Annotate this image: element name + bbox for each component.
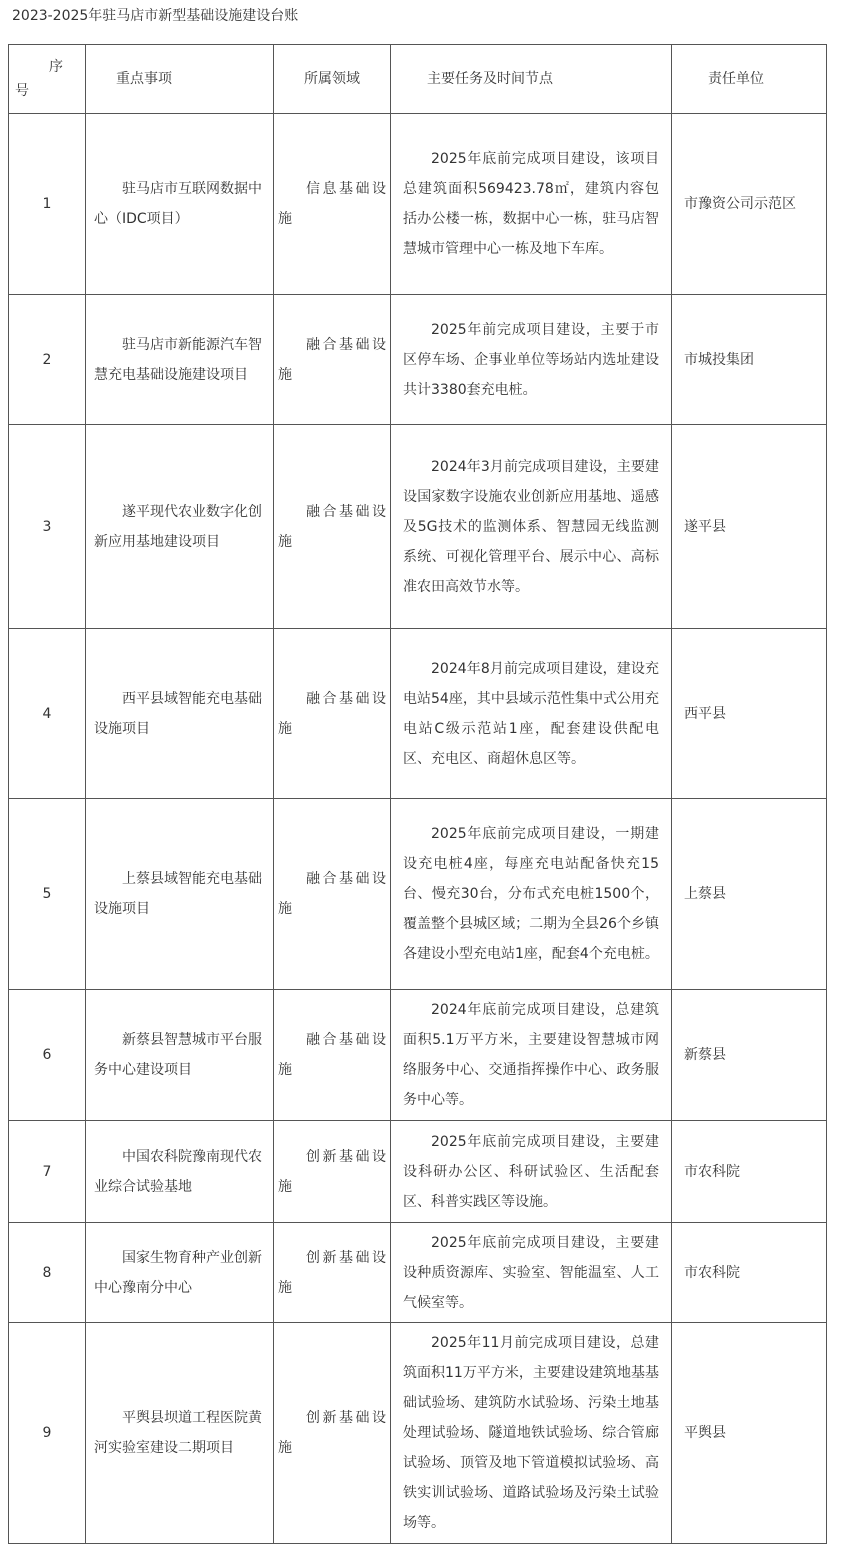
row-responsible-unit: 上蔡县 [672,799,827,990]
table-row [9,799,827,990]
header-responsible-unit: 责任单位 [672,45,827,114]
row-main-tasks: 2024年3月前完成项目建设，主要建设国家数字设施农业创新应用基地、遥感及5G技术的监测体系、智慧园无线监测系统、可视化管理平台、展示中心、高标准农田高效节水等。 [391,425,672,629]
row-main-tasks: 2024年底前完成项目建设，总建筑面积5.1万平方米，主要建设智慧城市网络服务中心、交通指挥操作中心、政务服务中心等。 [391,990,672,1121]
row-key-item: 遂平现代农业数字化创新应用基地建设项目 [86,425,274,629]
row-domain: 融合基础设施 [274,799,391,990]
row-key-item: 西平县域智能充电基础设施项目 [86,629,274,799]
row-domain: 融合基础设施 [274,990,391,1121]
row-number: 1 [9,114,86,295]
header-domain: 所属领域 [274,45,391,114]
row-number: 5 [9,799,86,990]
header-row [9,45,827,114]
row-main-tasks: 2024年8月前完成项目建设，建设充电站54座，其中县域示范性集中式公用充电站C级示范站1座，配套建设供配电区、充电区、商超休息区等。 [391,629,672,799]
row-main-tasks: 2025年前完成项目建设，主要于市区停车场、企事业单位等场站内选址建设共计3380套充电桩。 [391,295,672,425]
row-number: 2 [9,295,86,425]
row-key-item: 驻马店市新能源汽车智慧充电基础设施建设项目 [86,295,274,425]
row-main-tasks: 2025年11月前完成项目建设，总建筑面积11万平方米，主要建设建筑地基基础试验场、建筑防水试验场、污染土地基处理试验场、隧道地铁试验场、综合管廊试验场、顶管及地下管道模拟试验场、高铁实训试验场、道路试验场及污染土试验场等。 [391,1323,672,1544]
table-row [9,114,827,295]
table-row [9,425,827,629]
row-responsible-unit: 市农科院 [672,1121,827,1223]
row-responsible-unit: 市豫资公司示范区 [672,114,827,295]
row-key-item: 中国农科院豫南现代农业综合试验基地 [86,1121,274,1223]
row-main-tasks: 2025年底前完成项目建设，一期建设充电桩4座，每座充电站配备快充15台、慢充30台，分布式充电桩1500个，覆盖整个县城区域；二期为全县26个乡镇各建设小型充电站1座，配套4个充电桩。 [391,799,672,990]
table-row [9,990,827,1121]
row-number: 9 [9,1323,86,1544]
table-row [9,1121,827,1223]
document-title: 2023-2025年驻马店市新型基础设施建设台账 [12,8,299,24]
row-responsible-unit: 市农科院 [672,1223,827,1323]
row-key-item: 国家生物育种产业创新中心豫南分中心 [86,1223,274,1323]
row-key-item: 平舆县坝道工程医院黄河实验室建设二期项目 [86,1323,274,1544]
table-row [9,295,827,425]
infrastructure-ledger-table [8,44,827,1544]
row-number: 6 [9,990,86,1121]
header-main-tasks: 主要任务及时间节点 [391,45,672,114]
row-key-item: 上蔡县域智能充电基础设施项目 [86,799,274,990]
row-domain: 融合基础设施 [274,629,391,799]
row-responsible-unit: 西平县 [672,629,827,799]
row-number: 7 [9,1121,86,1223]
row-main-tasks: 2025年底前完成项目建设，主要建设种质资源库、实验室、智能温室、人工气候室等。 [391,1223,672,1323]
row-domain: 创新基础设施 [274,1323,391,1544]
row-number: 8 [9,1223,86,1323]
header-serial-number: 序 号 [9,45,86,114]
row-responsible-unit: 市城投集团 [672,295,827,425]
row-responsible-unit: 遂平县 [672,425,827,629]
row-responsible-unit: 新蔡县 [672,990,827,1121]
row-domain: 创新基础设施 [274,1121,391,1223]
table-row [9,629,827,799]
table-row [9,1223,827,1323]
row-number: 3 [9,425,86,629]
row-main-tasks: 2025年底前完成项目建设，该项目总建筑面积569423.78㎡，建筑内容包括办公楼一栋，数据中心一栋，驻马店智慧城市管理中心一栋及地下车库。 [391,114,672,295]
row-key-item: 新蔡县智慧城市平台服务中心建设项目 [86,990,274,1121]
row-domain: 创新基础设施 [274,1223,391,1323]
row-responsible-unit: 平舆县 [672,1323,827,1544]
header-key-item: 重点事项 [86,45,274,114]
row-domain: 信息基础设施 [274,114,391,295]
row-domain: 融合基础设施 [274,295,391,425]
table-row [9,1323,827,1544]
row-number: 4 [9,629,86,799]
row-main-tasks: 2025年底前完成项目建设，主要建设科研办公区、科研试验区、生活配套区、科普实践区等设施。 [391,1121,672,1223]
row-domain: 融合基础设施 [274,425,391,629]
row-key-item: 驻马店市互联网数据中心（IDC项目） [86,114,274,295]
